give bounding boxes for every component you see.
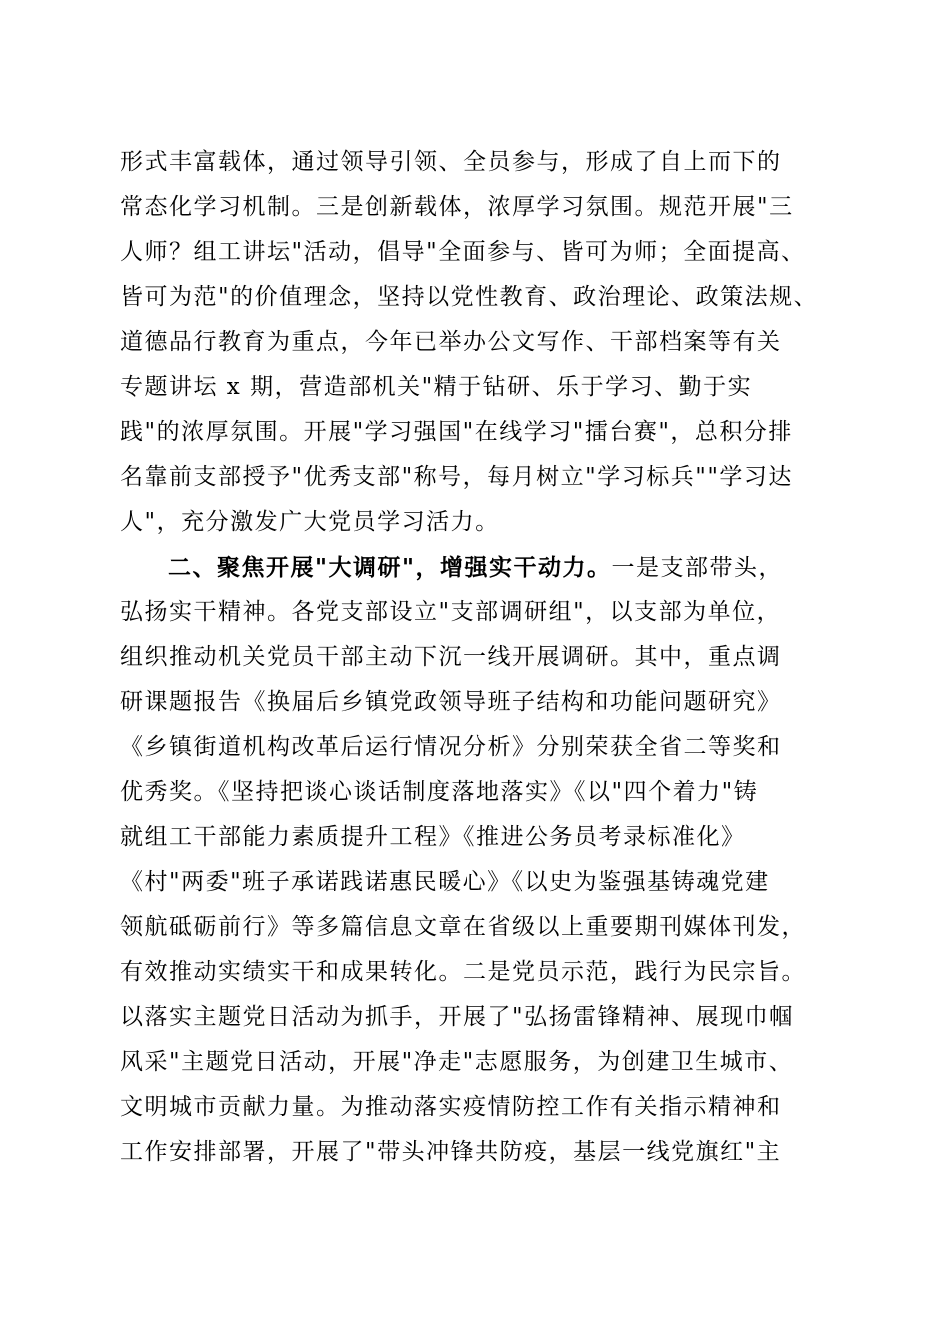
- text-line: 优秀奖。《坚持把谈心谈话制度落地落实》《以"四个着力"铸: [120, 779, 759, 805]
- text-line: 文明城市贡献力量。为推动落实疫情防控工作有关指示精神和: [120, 1094, 782, 1120]
- text-line: 名靠前支部授予"优秀支部"称号，每月树立"学习标兵""学习达: [120, 464, 793, 490]
- text-line: 人师？组工讲坛"活动，倡导"全面参与、皆可为师；全面提高、: [120, 239, 806, 265]
- text-line: 形式丰富载体，通过领导引领、全员参与，形成了自上而下的: [120, 149, 782, 175]
- text-line: 研课题报告《换届后乡镇党政领导班子结构和功能问题研究》: [120, 689, 782, 715]
- text-line: 领航砥砺前行》等多篇信息文章在省级以上重要期刊媒体刊发，: [120, 914, 806, 940]
- text-line: 有效推动实绩实干和成果转化。二是党员示范，践行为民宗旨。: [120, 959, 806, 985]
- text-run: 一是支部带头，: [611, 555, 783, 581]
- text-line: 常态化学习机制。三是创新载体，浓厚学习氛围。规范开展"三: [120, 194, 794, 220]
- text-line: 《乡镇街道机构改革后运行情况分析》分别荣获全省二等奖和: [120, 734, 782, 760]
- text-line: 皆可为范"的价值理念，坚持以党性教育、政治理论、政策法规、: [120, 284, 819, 310]
- text-line: 专题讲坛 x 期，营造部机关"精于钻研、乐于学习、勤于实: [120, 374, 753, 400]
- section-heading: 二、聚焦开展"大调研"，增强实干动力。: [168, 554, 612, 581]
- text-line: 风采"主题党日活动，开展"净走"志愿服务，为创建卫生城市、: [120, 1049, 794, 1075]
- text-line: 道德品行教育为重点，今年已举办公文写作、干部档案等有关: [120, 329, 782, 355]
- paragraph-learning-mechanism: [120, 140, 840, 545]
- text-line: 《村"两委"班子承诺践诺惠民暖心》《以史为鉴强基铸魂党建: [120, 869, 770, 895]
- paragraph-first-line: [120, 545, 840, 590]
- text-line: 工作安排部署，开展了"带头冲锋共防疫，基层一线党旗红"主: [120, 1139, 782, 1165]
- document-body: [120, 140, 840, 1175]
- text-line: 组织推动机关党员干部主动下沉一线开展调研。其中，重点调: [120, 644, 782, 670]
- text-line: 践"的浓厚氛围。开展"学习强国"在线学习"擂台赛"，总积分排: [120, 419, 793, 445]
- text-line: 弘扬实干精神。各党支部设立"支部调研组"，以支部为单位，: [120, 599, 782, 625]
- text-line: 人"，充分激发广大党员学习活力。: [120, 509, 500, 535]
- text-line: 就组工干部能力素质提升工程》《推进公务员考录标准化》: [120, 824, 746, 850]
- text-line: 以落实主题党日活动为抓手，开展了"弘扬雷锋精神、展现巾帼: [120, 1004, 794, 1030]
- paragraph-research: [120, 545, 840, 1175]
